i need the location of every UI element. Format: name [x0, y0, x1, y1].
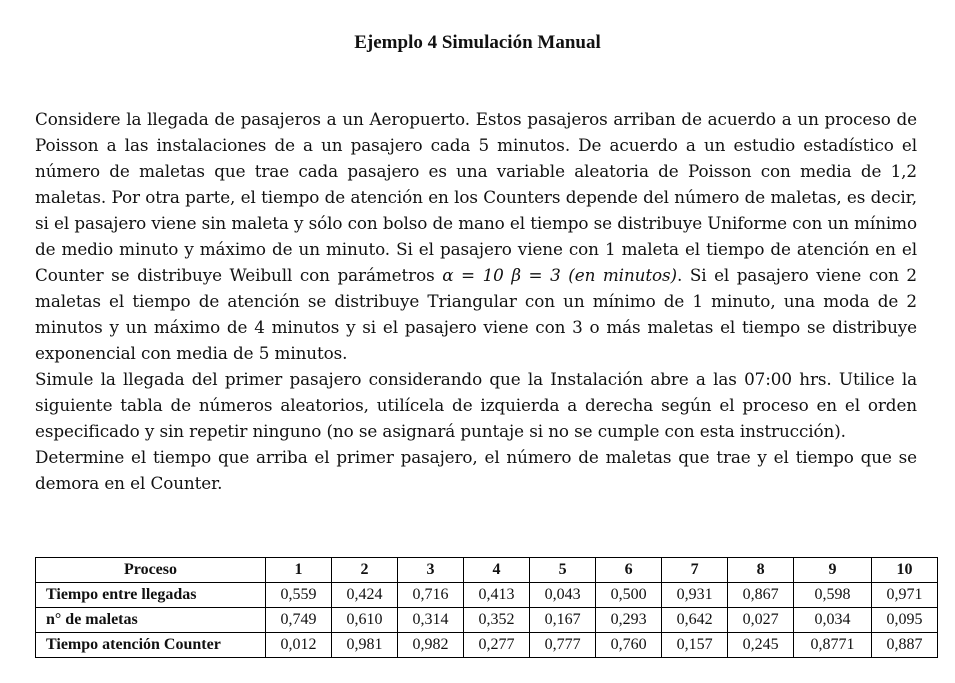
table-cell: 0,027: [728, 608, 794, 633]
header-cell: 6: [596, 558, 662, 583]
table-cell: 0,413: [464, 583, 530, 608]
table-cell: 0,277: [464, 633, 530, 658]
table-cell: 0,314: [398, 608, 464, 633]
header-cell: 8: [728, 558, 794, 583]
table-row: [36, 608, 938, 633]
table-cell: 0,982: [398, 633, 464, 658]
paragraph-3: Determine el tiempo que arriba el primer pasajero, el número de maletas que trae y el tiempo que se demora en el Counter.: [35, 447, 917, 493]
header-cell: 7: [662, 558, 728, 583]
table-cell: 0,167: [530, 608, 596, 633]
table-cell: 0,887: [871, 633, 937, 658]
header-cell: 2: [332, 558, 398, 583]
row-label: Tiempo atención Counter: [36, 633, 266, 658]
table-cell: 0,293: [596, 608, 662, 633]
random-numbers-table: [35, 557, 938, 658]
header-cell: Proceso: [36, 558, 266, 583]
header-cell: 5: [530, 558, 596, 583]
problem-statement: [35, 106, 917, 496]
table-cell: 0,749: [266, 608, 332, 633]
table-cell: 0,034: [794, 608, 872, 633]
table-cell: 0,500: [596, 583, 662, 608]
table-cell: 0,352: [464, 608, 530, 633]
table-row: [36, 633, 938, 658]
header-cell: 3: [398, 558, 464, 583]
table-header-row: [36, 558, 938, 583]
table-cell: 0,095: [871, 608, 937, 633]
table-cell: 0,245: [728, 633, 794, 658]
table-cell: 0,559: [266, 583, 332, 608]
header-cell: 4: [464, 558, 530, 583]
table-cell: 0,760: [596, 633, 662, 658]
table-cell: 0,971: [871, 583, 937, 608]
table-cell: 0,598: [794, 583, 872, 608]
table-cell: 0,981: [332, 633, 398, 658]
header-cell: 10: [871, 558, 937, 583]
table-cell: 0,424: [332, 583, 398, 608]
header-cell: 9: [794, 558, 872, 583]
paragraph-1: [35, 106, 917, 366]
header-cell: 1: [266, 558, 332, 583]
table-cell: 0,716: [398, 583, 464, 608]
table-cell: 0,8771: [794, 633, 872, 658]
weibull-parameters: α = 10 β = 3 (en minutos): [442, 265, 677, 285]
paragraph-1-continuation: . Si el pasajero viene con 2 maletas el tiempo de atención se distribuye Triangular con un mínimo de 1 minuto, una moda de 2 minutos y un máximo de 4 minutos y si el pasajero viene con 3 o más maletas el tiempo se distribuye exponencial con media de 5 minutos.: [35, 265, 918, 363]
table-cell: 0,642: [662, 608, 728, 633]
table-cell: 0,777: [530, 633, 596, 658]
table-cell: 0,931: [662, 583, 728, 608]
paragraph-1-text: Considere la llegada de pasajeros a un Aeropuerto. Estos pasajeros arriban de acuerdo a un proceso de Poisson a las instalaciones de a un pasajero cada 5 minutos. De acuerdo a un estudio estadístico el número de maletas que trae cada pasajero es una variable aleatoria de Poisson con media de 1,2 maletas. Por otra parte, el tiempo de atención en los Counters depende del número de maletas, es decir, si el pasajero viene sin maleta y sólo con bolso de mano el tiempo se distribuye Uniforme con un mínimo de medio minuto y máximo de un minuto. Si el pasajero viene con 1 maleta el tiempo de atención en el Counter se distribuye Weibull con parámetros: [35, 109, 917, 285]
table-row: [36, 583, 938, 608]
table-cell: 0,043: [530, 583, 596, 608]
row-label: Tiempo entre llegadas: [36, 583, 266, 608]
table-cell: 0,012: [266, 633, 332, 658]
row-label: n° de maletas: [36, 608, 266, 633]
page-title: Ejemplo 4 Simulación Manual: [354, 32, 601, 53]
table-cell: 0,610: [332, 608, 398, 633]
paragraph-2: Simule la llegada del primer pasajero considerando que la Instalación abre a las 07:00 hrs. Utilice la siguiente tabla de números aleatorios, utilícela de izquierda a derecha según el proceso en el orden especificado y sin repetir ninguno (no se asignará puntaje si no se cumple con esta instrucción).: [35, 369, 917, 441]
table-cell: 0,867: [728, 583, 794, 608]
table-cell: 0,157: [662, 633, 728, 658]
